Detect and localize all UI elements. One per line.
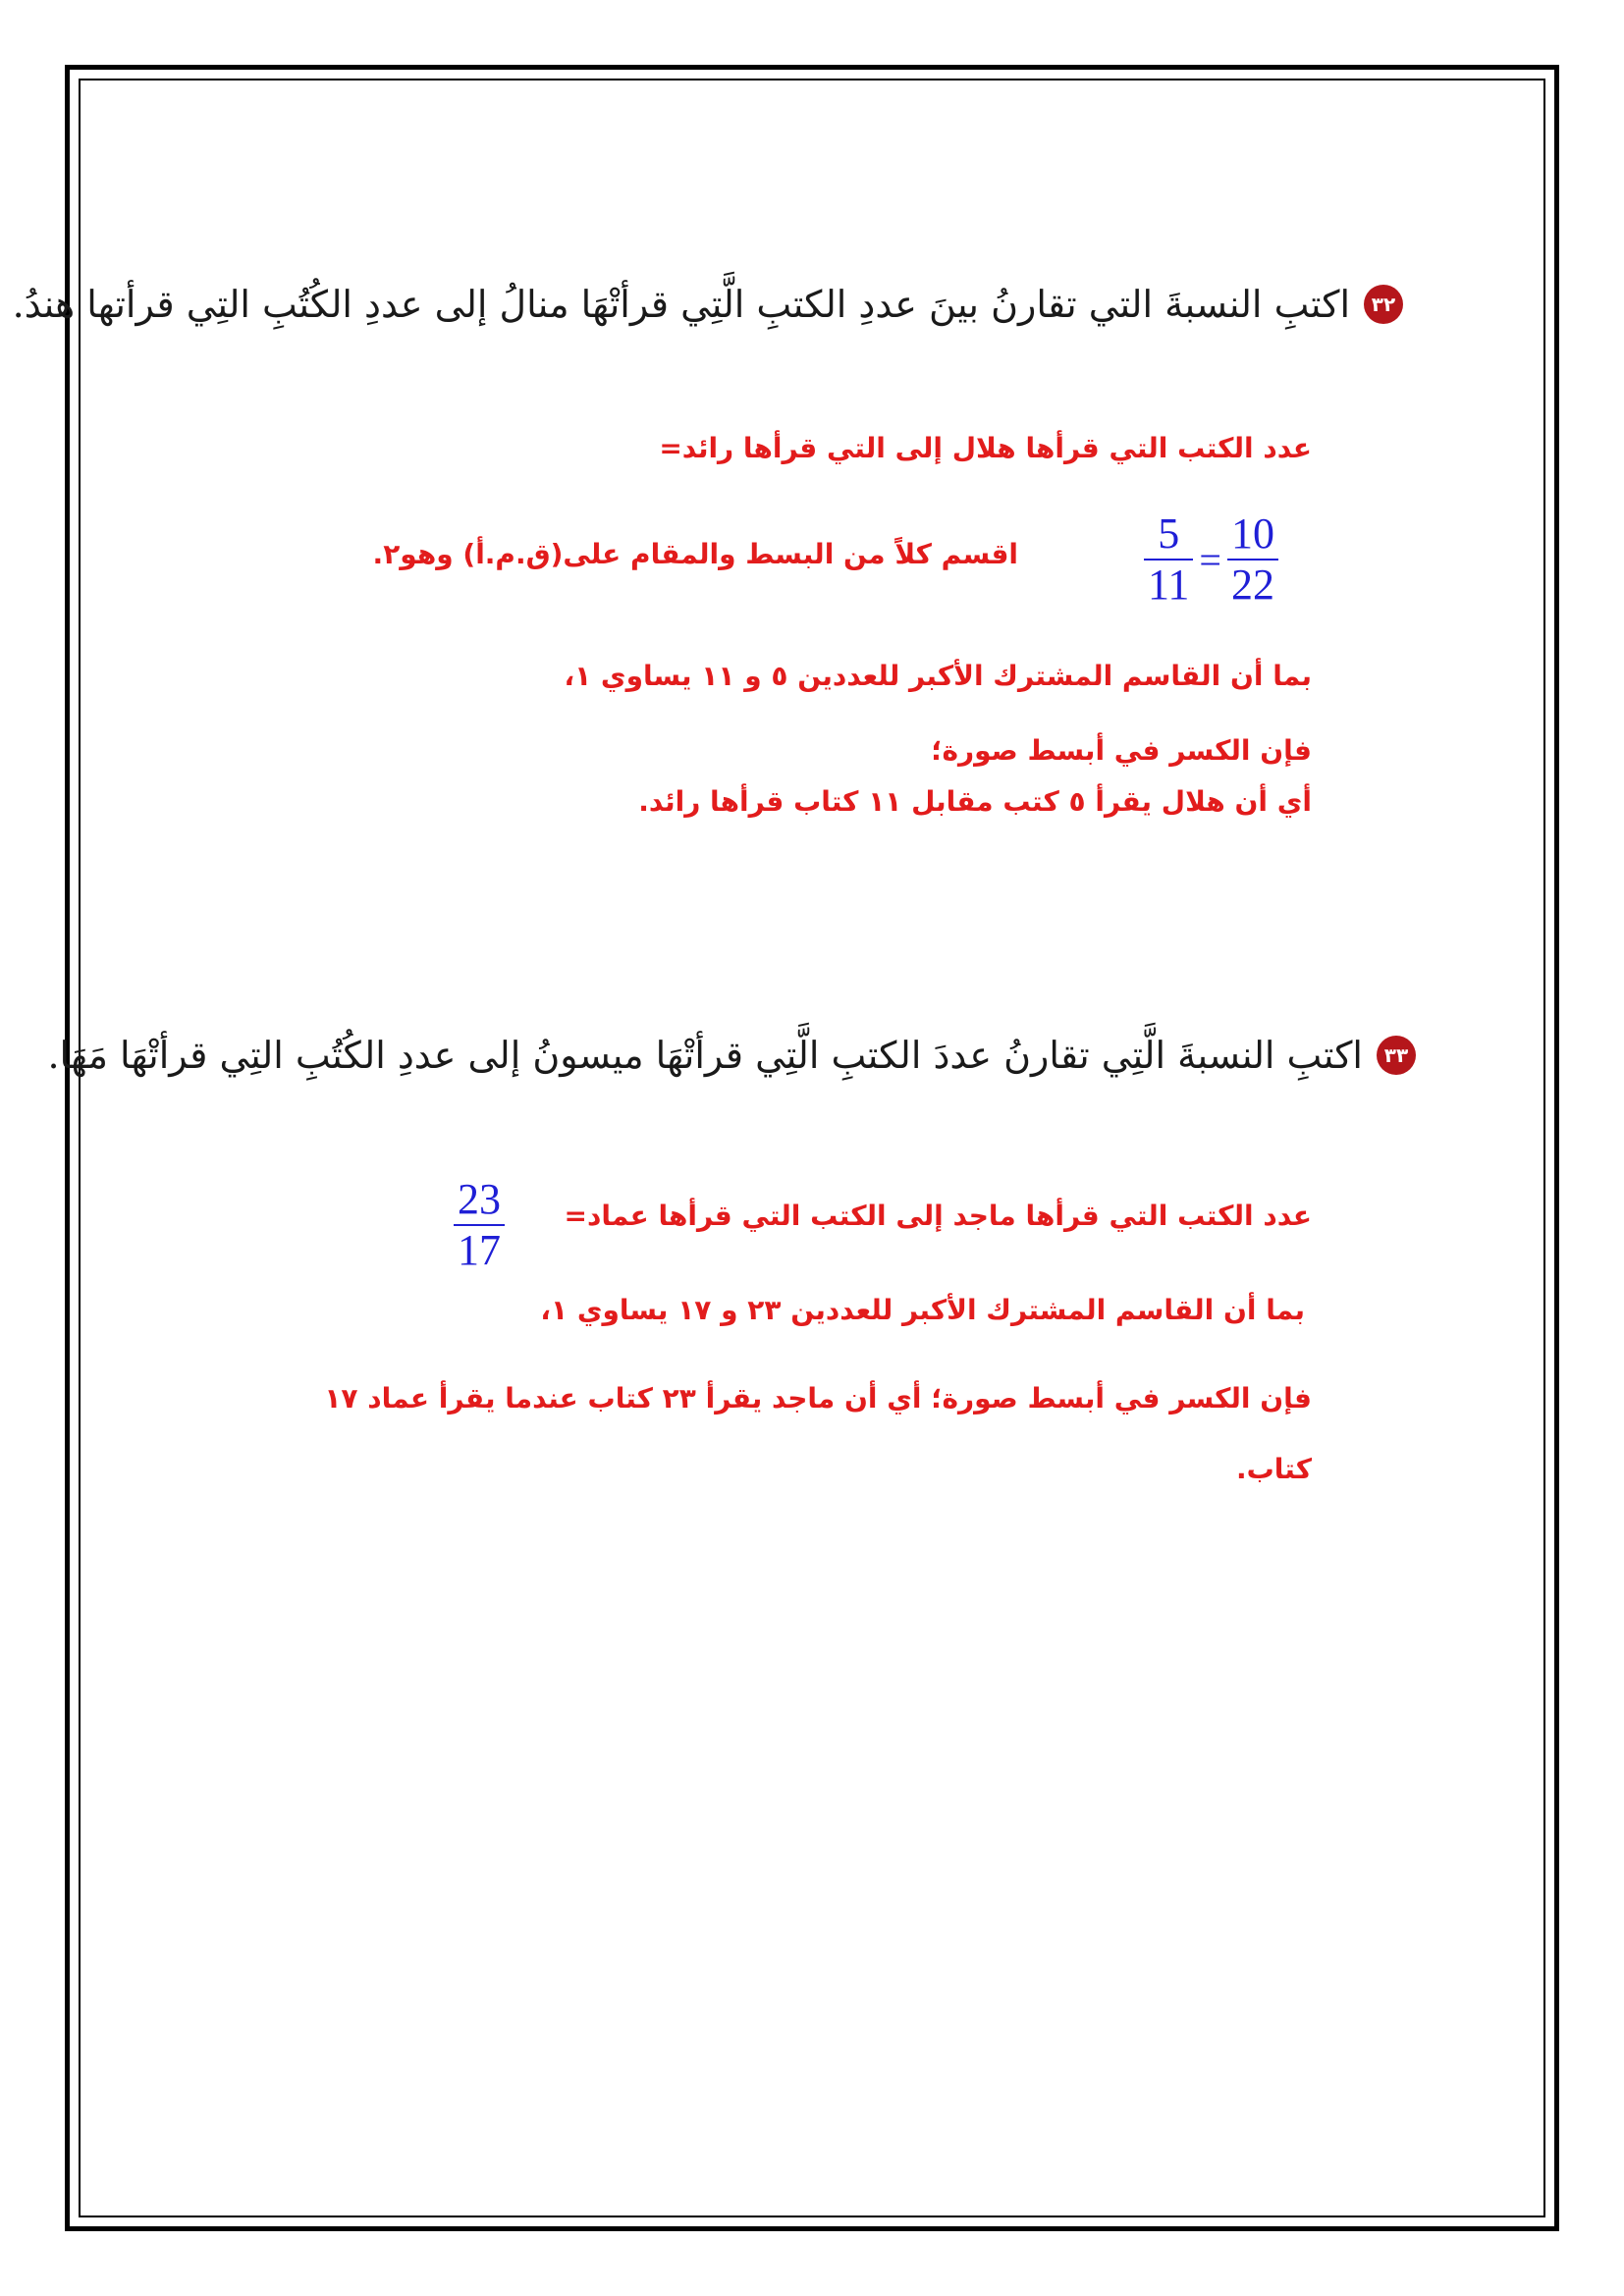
answer-32-line5: أي أن هلال يقرأ ٥ كتب مقابل ١١ كتاب قرأها رائد. xyxy=(638,785,1312,818)
answer-33-line2: بما أن القاسم المشترك الأكبر للعددين ٢٣ و ١٧ يساوي ١، xyxy=(540,1294,1305,1326)
question-text: اكتبِ النسبةَ التي تقارنُ بينَ عددِ الكتبِ الَّتِي قرأتْهَا منالُ إلى عددِ الكُتُبِ التِي قرأتها هندُ. xyxy=(12,283,1350,326)
fraction-equation-32 xyxy=(1144,509,1278,609)
answer-32-line3: بما أن القاسم المشترك الأكبر للعددين ٥ و ١١ يساوي ١، xyxy=(564,660,1312,692)
question-number-badge: ٣٣ xyxy=(1377,1036,1416,1075)
answer-32-instruction: اقسم كلاً من البسط والمقام على(ق.م.أ) وهو٢. xyxy=(372,538,1018,570)
denominator: 17 xyxy=(454,1224,505,1272)
answer-33-line3: فإن الكسر في أبسط صورة؛ أي أن ماجد يقرأ ٢٣ كتاب عندما يقرأ عماد ١٧ xyxy=(324,1382,1312,1415)
denominator: 22 xyxy=(1227,559,1278,607)
question-33 xyxy=(47,1034,1416,1077)
fraction-23-17 xyxy=(454,1175,505,1274)
answer-32-line4: فإن الكسر في أبسط صورة؛ xyxy=(931,734,1312,767)
question-number-badge: ٣٢ xyxy=(1364,285,1403,324)
fraction-5-11 xyxy=(1144,509,1193,609)
page-border-inner xyxy=(79,79,1545,2217)
numerator: 10 xyxy=(1230,509,1274,558)
fraction-23-17-wrap xyxy=(454,1175,505,1274)
question-32 xyxy=(13,283,1403,326)
numerator: 23 xyxy=(458,1175,501,1223)
answer-33-line4: كتاب. xyxy=(1236,1453,1312,1485)
answer-33-line1: عدد الكتب التي قرأها ماجد إلى الكتب التي قرأها عماد= xyxy=(564,1200,1312,1232)
numerator: 5 xyxy=(1158,509,1180,558)
fraction-10-22 xyxy=(1227,509,1278,609)
answer-32-line1: عدد الكتب التي قرأها هلال إلى التي قرأها رائد= xyxy=(659,432,1312,464)
question-text: اكتبِ النسبةَ الَّتِي تقارنُ عددَ الكتبِ الَّتِي قرأتْهَا ميسونُ إلى عددِ الكُتُبِ التِي قرأتْهَا مَهَا. xyxy=(47,1034,1363,1077)
denominator: 11 xyxy=(1144,559,1193,607)
equals-sign: = xyxy=(1199,537,1221,582)
